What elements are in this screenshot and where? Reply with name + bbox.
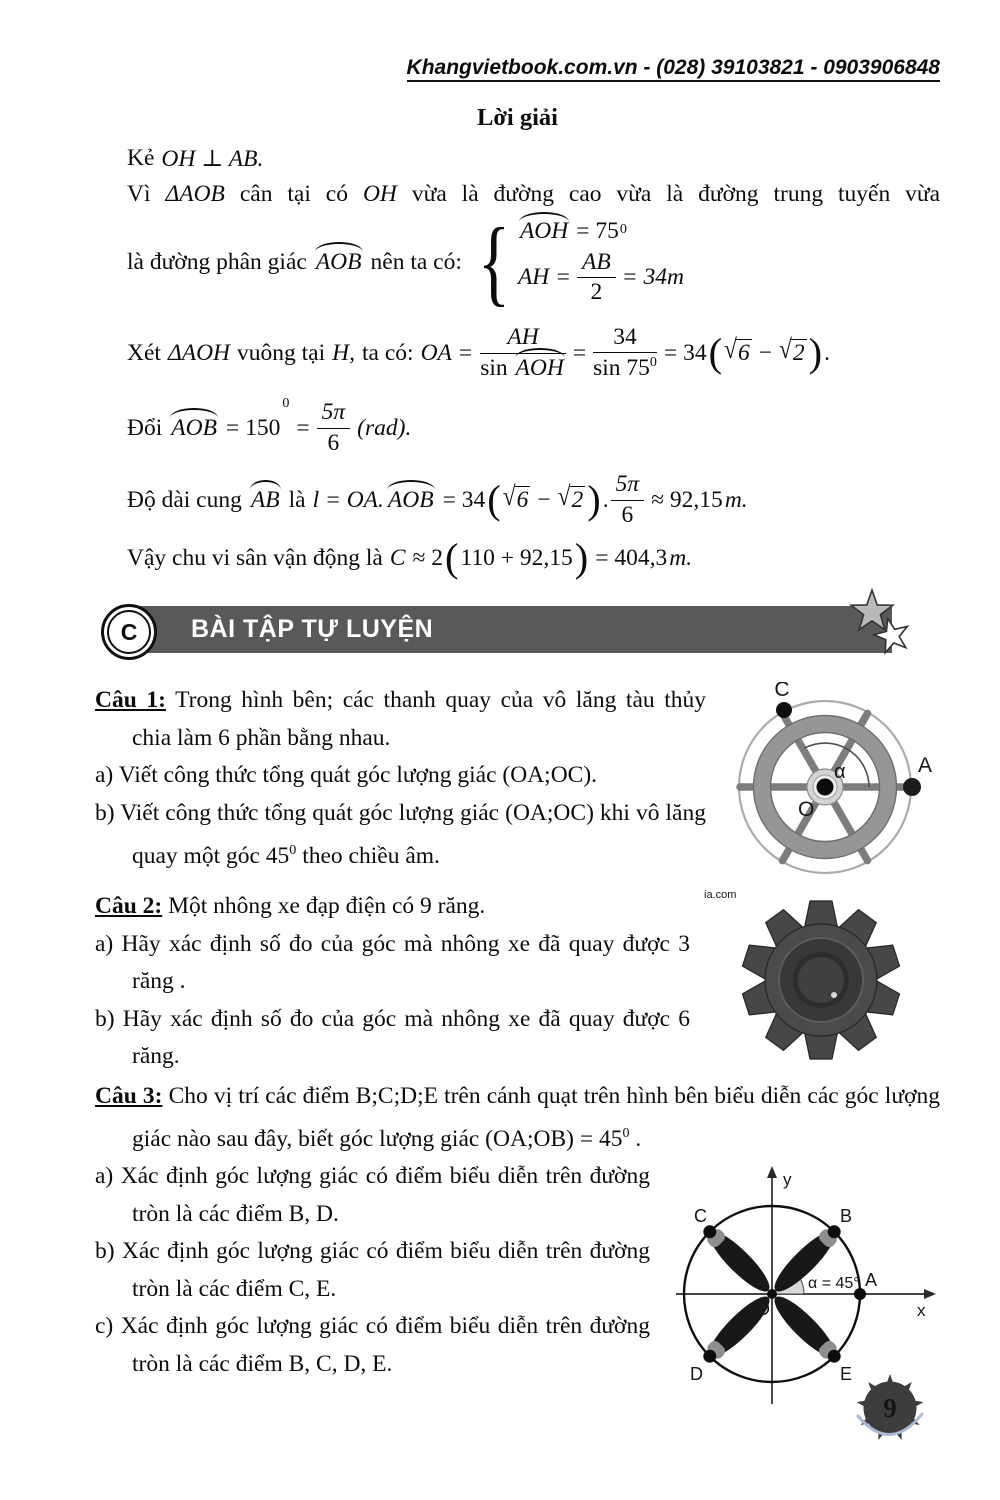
text: Độ dài cung	[127, 486, 242, 513]
sqrt-2	[557, 481, 586, 514]
marker-a: a)	[95, 762, 114, 788]
center-point	[767, 1289, 777, 1299]
math-text: = 75	[576, 217, 619, 244]
solution-line-5	[127, 392, 940, 464]
math-text: OA =	[420, 339, 474, 366]
arc-AOH: AOH	[519, 217, 569, 244]
math-text: 110 + 92,15	[460, 544, 573, 571]
big-paren-open: (	[487, 476, 501, 522]
section-banner-bar	[125, 606, 892, 653]
page-number-badge	[850, 1372, 930, 1458]
solution-body	[127, 144, 940, 580]
page-number: 9	[883, 1393, 897, 1423]
sqrt-6	[724, 334, 752, 367]
page-gear-icon	[856, 1374, 924, 1441]
math-text: ΔAOB	[165, 181, 225, 207]
denominator	[593, 353, 657, 382]
radical-sign: √	[557, 481, 571, 512]
page-header	[95, 56, 940, 80]
label-A: A	[918, 754, 933, 777]
question-2	[95, 888, 940, 1076]
label-y: y	[783, 1170, 792, 1190]
section-header	[101, 606, 940, 660]
solution-line-1	[127, 144, 940, 173]
q3-intro-period: .	[635, 1125, 642, 1152]
sin-75: sin 75	[593, 354, 650, 381]
text: Xét	[127, 339, 161, 366]
q2-b-text: Hãy xác định số đo của góc mà nhông xe đã quay được 6 răng.	[122, 1005, 690, 1069]
section-badge-letter: C	[107, 610, 151, 654]
big-paren-close: )	[587, 476, 601, 522]
q1-b-text: Viết công thức tổng quát góc lượng giác (OA;OC) khi vô lăng quay một góc 45	[120, 799, 706, 869]
q1-label: Câu 1:	[95, 687, 166, 713]
superscript: 0	[619, 220, 627, 237]
label-alpha: α	[834, 761, 846, 783]
q3-label: Câu 3:	[95, 1082, 163, 1109]
equals: =	[296, 414, 310, 441]
numerator: 5π	[317, 399, 351, 428]
radicand: 2	[792, 340, 805, 366]
q3-intro	[95, 1078, 940, 1159]
sqrt-2	[778, 334, 807, 367]
math-text: l = OA.	[312, 486, 384, 513]
point-D	[703, 1350, 716, 1363]
math-text: = 34m	[621, 264, 684, 290]
numerator: 5π	[611, 471, 645, 500]
q1-intro-text: Trong hình bên; các thanh quay của vô lăng tàu thủy chia làm 6 phần bằng nhau.	[132, 687, 706, 751]
marker-a: a)	[95, 930, 114, 957]
big-paren-close: )	[574, 534, 589, 580]
math-text: = 150	[225, 414, 281, 441]
marker-b: b)	[95, 1238, 115, 1265]
denominator: 6	[327, 429, 340, 456]
marker-c: c)	[95, 1313, 114, 1340]
marker-a: a)	[95, 1163, 114, 1190]
system-row-2	[518, 249, 684, 306]
math-text: OH ⊥ AB.	[161, 146, 264, 172]
text: vuông tại	[237, 339, 326, 366]
arc-AB: AB	[250, 486, 280, 513]
arc-AOH: AOH	[515, 354, 564, 381]
denominator	[480, 354, 566, 382]
ship-wheel-figure	[718, 682, 940, 886]
q3-intro-text: Cho vị trí các điểm B;C;D;E trên cánh quạt trên hình bên biểu diễn các góc lượng giác nào sau đây, biết góc lượng giác (OA;OB) = 45	[132, 1082, 941, 1152]
arc-AOB: AOB	[315, 248, 362, 275]
q2-intro-text: Một nhông xe đạp điện có 9 răng.	[168, 893, 486, 919]
math-text: = 34	[663, 339, 707, 366]
q2-label: Câu 2:	[95, 893, 163, 919]
fan-figure	[662, 1158, 940, 1408]
gear-hole	[798, 957, 844, 1003]
question-1	[95, 682, 940, 886]
math-text: OH	[362, 181, 397, 207]
x-axis-arrow	[924, 1289, 936, 1299]
radical-sign: √	[502, 481, 516, 512]
label-O: O	[756, 1299, 771, 1320]
numerator: 34	[593, 324, 657, 353]
superscript: 0	[649, 354, 657, 371]
fraction	[480, 324, 566, 381]
section-title: BÀI TẬP TỰ LUYỆN	[191, 615, 434, 643]
stars-decoration-icon	[830, 582, 922, 670]
math-text: (rad).	[357, 414, 412, 441]
text: Kẻ	[127, 145, 155, 171]
period: .	[824, 339, 830, 366]
radicand: 2	[571, 487, 584, 513]
system-row-1	[518, 218, 684, 245]
math-text: ≈ 92,15	[651, 486, 723, 513]
big-paren-open: (	[708, 329, 723, 375]
label-x: x	[917, 1301, 926, 1321]
label-E: E	[840, 1364, 853, 1385]
solution-line-3	[127, 207, 940, 315]
point-C	[703, 1226, 716, 1239]
highlight-dot	[831, 992, 837, 998]
point-C	[776, 702, 792, 718]
solution-line-4	[127, 314, 940, 392]
system-brace: {	[477, 207, 511, 315]
header-contact-text: Khangvietbook.com.vn - (028) 39103821 - 0903906848	[407, 56, 940, 82]
equals: =	[572, 339, 587, 366]
minus: −	[758, 339, 772, 366]
superscript: 0	[282, 395, 290, 411]
watermark-text: ia.com	[704, 889, 737, 901]
radicand: 6	[737, 340, 750, 366]
gear-figure	[702, 888, 940, 1064]
text: Vậy chu vi sân vận động là	[127, 544, 383, 571]
q2-a-text: Hãy xác định số đo của góc mà nhông xe đã quay được 3 răng .	[121, 930, 690, 994]
sqrt-6	[502, 481, 531, 514]
solution-title: Lời giải	[477, 104, 558, 131]
q3-c-text: Xác định góc lượng giác có điểm biểu diễn trên đường tròn là các điểm B, C, D, E.	[120, 1313, 650, 1377]
math-text: m.	[669, 544, 693, 571]
math-text: C	[389, 544, 406, 571]
label-C: C	[694, 1206, 707, 1227]
arc-AOB: AOB	[387, 486, 434, 513]
text: Đổi	[127, 414, 163, 441]
fraction	[593, 324, 657, 382]
radical-sign: √	[724, 334, 737, 365]
superscript: 0	[622, 1125, 630, 1141]
q1-a-text: Viết công thức tổng quát góc lượng giác (OA;OC).	[118, 762, 598, 788]
label-B: B	[840, 1206, 853, 1227]
math-text: AH =	[517, 264, 572, 290]
fraction	[577, 249, 616, 306]
radicand: 6	[516, 487, 529, 513]
dot: .	[602, 486, 609, 513]
math-text: H,	[332, 339, 356, 366]
gear-body	[741, 901, 902, 1059]
text: nên ta có:	[370, 248, 462, 275]
radical-sign: √	[778, 334, 792, 365]
math-text: ≈ 2	[412, 544, 444, 571]
q1-b-text-2: theo chiều âm.	[302, 842, 440, 869]
text: vừa là đường cao vừa là đường trung tuyến vừa	[411, 181, 941, 207]
solution-line-6	[127, 464, 940, 536]
text: là	[288, 486, 306, 513]
section-badge	[101, 604, 157, 660]
math-text: ΔAOH	[167, 339, 231, 366]
question-3	[95, 1078, 940, 1409]
math-text: m.	[724, 486, 748, 513]
denominator: 2	[590, 279, 603, 305]
point-E	[828, 1350, 841, 1363]
marker-b: b)	[95, 1005, 115, 1032]
denominator: 6	[621, 501, 634, 528]
label-O: O	[798, 798, 815, 821]
fraction	[317, 399, 351, 456]
solution-line-2	[127, 181, 940, 208]
q3-a-text: Xác định góc lượng giác có điểm biểu diễn trên đường tròn là các điểm B, D.	[120, 1163, 650, 1227]
solution-line-7	[127, 536, 940, 580]
label-D: D	[690, 1364, 703, 1385]
big-paren-open: (	[445, 534, 459, 580]
math-text: = 404,3	[595, 544, 668, 571]
numerator: AB	[577, 249, 616, 278]
text: ta có:	[362, 339, 414, 366]
label-alpha-45: α = 45°	[808, 1275, 860, 1293]
center-point	[817, 779, 834, 796]
fraction	[611, 471, 645, 528]
marker-b: b)	[95, 799, 115, 826]
label-A: A	[865, 1270, 878, 1291]
big-paren-close: )	[808, 329, 823, 375]
numerator: AH	[480, 324, 566, 353]
q3-b-text: Xác định góc lượng giác có điểm biểu diễn trên đường tròn là các điểm C, E.	[121, 1238, 650, 1302]
superscript: 0	[289, 842, 297, 858]
y-axis-arrow	[767, 1166, 777, 1178]
point-A	[903, 778, 921, 796]
math-text: = 34	[442, 486, 486, 513]
minus: −	[537, 486, 551, 513]
text: Vì	[127, 181, 151, 207]
equation-system	[518, 218, 684, 306]
text: cân tại có	[239, 181, 348, 207]
text: là đường phân giác	[127, 248, 307, 275]
arc-AOB: AOB	[171, 414, 217, 441]
label-C: C	[774, 682, 790, 701]
point-B	[828, 1226, 841, 1239]
sin-text: sin	[480, 354, 508, 381]
